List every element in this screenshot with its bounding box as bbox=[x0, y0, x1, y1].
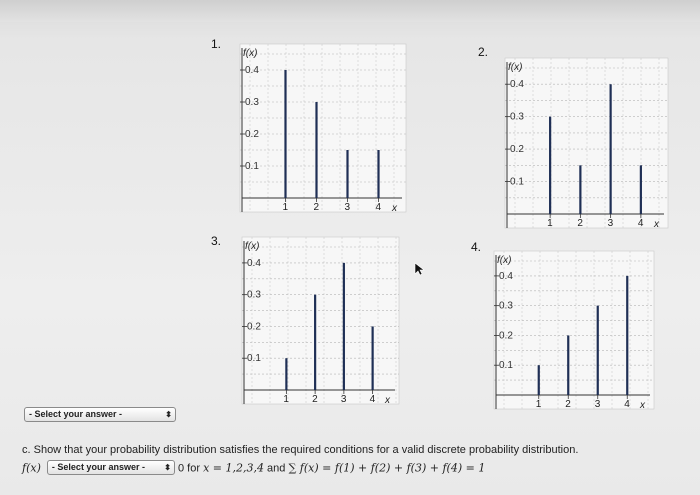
x-tick-label: 2 bbox=[577, 218, 583, 229]
x-tick-label: 1 bbox=[283, 394, 289, 405]
y-tick-label: 0.4 bbox=[245, 65, 259, 76]
x-tick-label: 3 bbox=[340, 394, 347, 405]
y-tick-label: 0.4 bbox=[499, 270, 513, 282]
graph-answer-select[interactable] bbox=[24, 407, 176, 422]
formula-condition: x = 1,2,3,4 bbox=[203, 461, 264, 475]
x-axis-title: x bbox=[392, 203, 397, 214]
x-tick-label: 1 bbox=[547, 218, 553, 229]
select-arrows-icon: ⬍ bbox=[164, 463, 171, 472]
x-tick-label: 2 bbox=[312, 394, 318, 405]
select-arrows-icon: ⬍ bbox=[165, 410, 172, 419]
x-tick-label: 4 bbox=[637, 218, 644, 229]
y-axis-title: f(x) bbox=[497, 255, 512, 266]
graph-2-plot bbox=[505, 58, 668, 230]
x-tick-label: 3 bbox=[607, 218, 614, 229]
y-tick-label: 0.1 bbox=[510, 176, 524, 188]
formula-line bbox=[22, 461, 485, 476]
y-tick-label: 0.2 bbox=[510, 144, 524, 156]
y-tick-label: 0.3 bbox=[499, 300, 513, 312]
y-axis-title: f(x) bbox=[243, 48, 258, 59]
plot-frame bbox=[494, 251, 654, 409]
y-tick-label: 0.2 bbox=[245, 129, 259, 140]
x-tick-label: 2 bbox=[565, 399, 571, 410]
x-tick-label: 4 bbox=[624, 399, 630, 410]
x-axis-title: x bbox=[385, 395, 390, 406]
graph-number: 1. bbox=[211, 37, 222, 51]
y-tick-label: 0.3 bbox=[510, 111, 524, 123]
graph-1-plot bbox=[240, 44, 406, 214]
graph-number: 3. bbox=[211, 234, 222, 248]
plot-frame bbox=[240, 44, 406, 212]
y-tick-label: 0.1 bbox=[247, 353, 261, 365]
x-tick-label: 4 bbox=[369, 394, 376, 405]
y-axis-title: f(x) bbox=[508, 62, 523, 73]
plot-frame bbox=[242, 237, 399, 404]
y-tick-label: 0.4 bbox=[247, 257, 261, 269]
question-c-text: c. Show that your probability distribution satisfies the required conditions for a valid discrete probability distribution. bbox=[22, 444, 579, 456]
y-tick-label: 0.1 bbox=[245, 161, 259, 172]
x-tick-label: 4 bbox=[375, 202, 382, 213]
graph-3-plot bbox=[242, 237, 399, 406]
x-axis-title: x bbox=[640, 400, 645, 411]
graph-number: 2. bbox=[478, 45, 489, 59]
mouse-cursor-icon bbox=[414, 262, 426, 276]
y-tick-label: 0.1 bbox=[499, 360, 513, 372]
plot-frame bbox=[505, 58, 668, 228]
x-tick-label: 1 bbox=[282, 202, 289, 213]
graph-4-plot bbox=[494, 251, 654, 411]
y-tick-label: 0.2 bbox=[499, 330, 513, 342]
y-tick-label: 0.2 bbox=[247, 321, 261, 333]
formula-answer-select[interactable] bbox=[47, 460, 175, 475]
y-tick-label: 0.4 bbox=[510, 79, 524, 91]
formula-sum: ∑ f(x) = f(1) + f(2) + f(3) + f(4) = 1 bbox=[288, 461, 486, 475]
formula-and: and bbox=[267, 462, 286, 475]
formula-lhs: f(x) bbox=[22, 461, 41, 475]
x-tick-label: 2 bbox=[313, 202, 320, 213]
graph-number: 4. bbox=[471, 240, 482, 254]
x-tick-label: 3 bbox=[344, 202, 351, 213]
y-tick-label: 0.3 bbox=[247, 289, 261, 301]
x-tick-label: 3 bbox=[594, 399, 601, 410]
x-axis-title: x bbox=[654, 219, 659, 230]
select-label: - Select your answer - bbox=[29, 409, 123, 419]
formula-after-select: 0 for bbox=[177, 462, 200, 475]
x-tick-label: 1 bbox=[535, 399, 542, 410]
select-label: - Select your answer - bbox=[51, 462, 145, 472]
y-axis-title: f(x) bbox=[245, 241, 260, 252]
y-tick-label: 0.3 bbox=[245, 97, 259, 108]
